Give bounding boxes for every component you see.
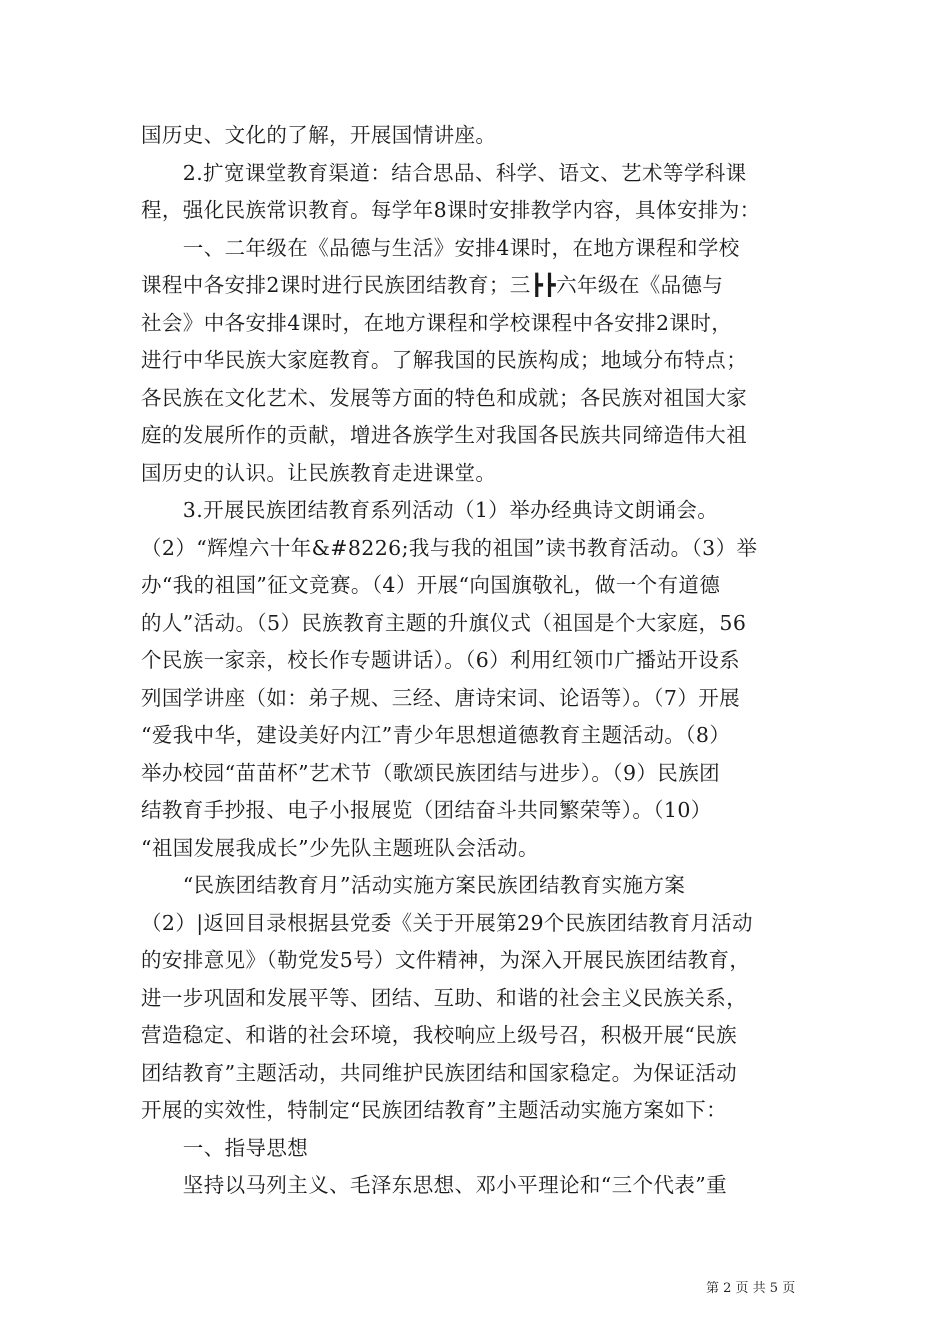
text-line: 课程中各安排2课时进行民族团结教育；三┣┣六年级在《品德与 <box>141 273 724 297</box>
text-line: 国历史的认识。让民族教育走进课堂。 <box>141 461 497 485</box>
text-line: （2）“辉煌六十年&#8226;我与我的祖国”读书教育活动。（3）举 <box>141 536 758 560</box>
text-line: 庭的发展所作的贡献，增进各族学生对我国各民族共同缔造伟大祖 <box>141 423 748 447</box>
text-line: 个民族一家亲，校长作专题讲话）。（6）利用红领巾广播站开设系 <box>141 648 741 672</box>
text-line: 开展的实效性，特制定“民族团结教育”主题活动实施方案如下： <box>141 1098 728 1122</box>
text-line: 团结教育”主题活动，共同维护民族团结和国家稳定。为保证活动 <box>141 1061 738 1085</box>
text-line: 坚持以马列主义、毛泽东思想、邓小平理论和“三个代表”重 <box>141 1173 728 1197</box>
text-line: 营造稳定、和谐的社会环境，我校响应上级号召，积极开展“民族 <box>141 1023 738 1047</box>
text-line: 办“我的祖国”征文竞赛。（4）开展“向国旗敬礼，做一个有道德 <box>141 573 721 597</box>
section-heading: 一、指导思想 <box>141 1136 309 1160</box>
text-line: “民族团结教育月”活动实施方案民族团结教育实施方案 <box>141 873 686 897</box>
text-line: “爱我中华，建设美好内江”青少年思想道德教育主题活动。（8） <box>141 723 731 747</box>
text-line: 2.扩宽课堂教育渠道：结合思品、科学、语文、艺术等学科课 <box>141 161 747 185</box>
text-line: 进行中华民族大家庭教育。了解我国的民族构成；地域分布特点； <box>141 348 748 372</box>
text-line: 结教育手抄报、电子小报展览（团结奋斗共同繁荣等）。（10） <box>141 798 712 822</box>
text-line: 的人”活动。（5）民族教育主题的升旗仪式（祖国是个大家庭，56 <box>141 611 747 635</box>
text-line: 的安排意见》（勒党发5号）文件精神，为深入开展民族团结教育， <box>141 948 751 972</box>
text-line: 一、二年级在《品德与生活》安排4课时，在地方课程和学校 <box>141 236 740 260</box>
text-line: 列国学讲座（如：弟子规、三经、唐诗宋词、论语等）。（7）开展 <box>141 686 741 710</box>
text-line: 社会》中各安排4课时，在地方课程和学校课程中各安排2课时， <box>141 311 733 335</box>
text-line: 举办校园“苗苗杯”艺术节（歌颂民族团结与进步）。（9）民族团 <box>141 761 721 785</box>
text-line: 程，强化民族常识教育。每学年8课时安排教学内容，具体安排为： <box>141 198 761 222</box>
text-line: 进一步巩固和发展平等、团结、互助、和谐的社会主义民族关系， <box>141 986 748 1010</box>
page-number: 第 2 页 共 5 页 <box>706 1281 796 1296</box>
text-line: 国历史、文化的了解，开展国情讲座。 <box>141 123 497 147</box>
text-line: （2）|返回目录根据县党委《关于开展第29个民族团结教育月活动 <box>141 911 753 935</box>
text-line: “祖国发展我成长”少先队主题班队会活动。 <box>141 836 539 860</box>
text-line: 3.开展民族团结教育系列活动（1）举办经典诗文朗诵会。 <box>141 498 719 522</box>
text-line: 各民族在文化艺术、发展等方面的特色和成就；各民族对祖国大家 <box>141 386 748 410</box>
